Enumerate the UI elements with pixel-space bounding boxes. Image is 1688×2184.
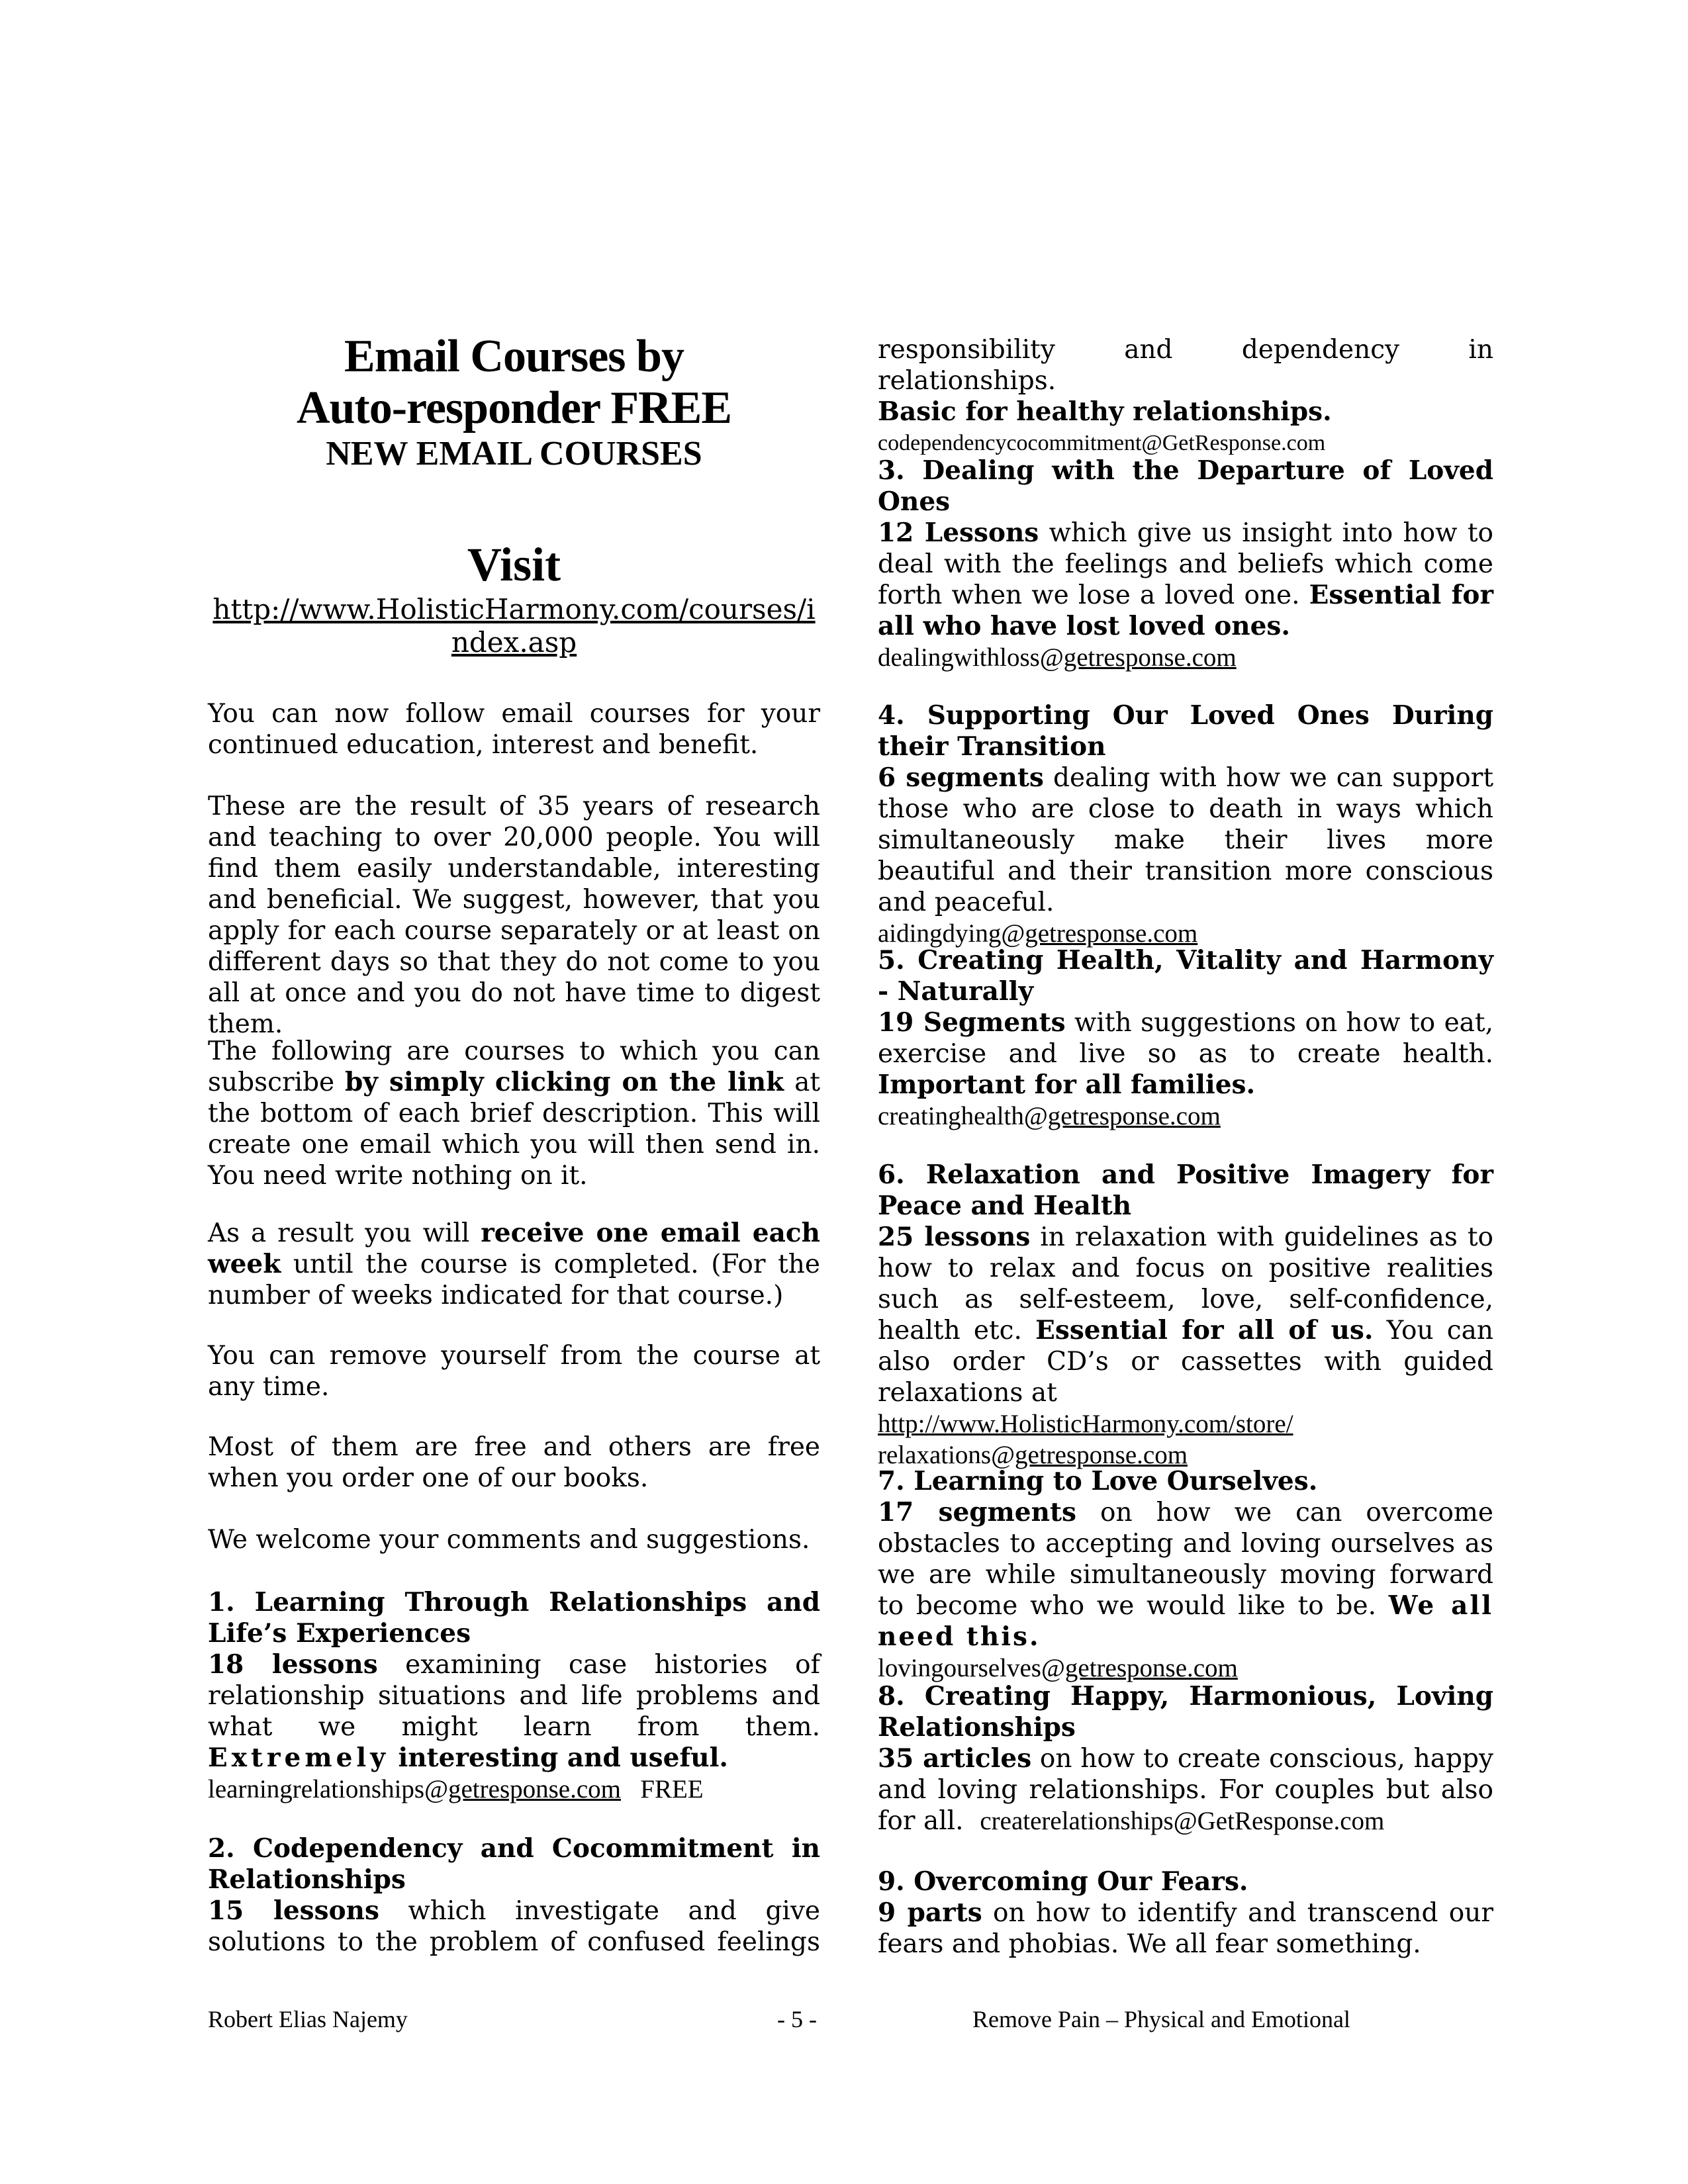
course-3 [878, 455, 1493, 673]
course-1-title: 1. Learning Through Relationships and Life’s Experiences [208, 1587, 820, 1649]
course-5-text: with suggestions on how to eat, exercise and live so as to create health. [878, 1008, 1493, 1069]
intro-p1: You can now follow email courses for your continued education, interest and benefit. [208, 699, 820, 760]
intro-paragraph-7 [208, 1524, 820, 1555]
course-1-count: 18 lessons [208, 1649, 378, 1680]
course-3-count: 12 Lessons [878, 518, 1039, 548]
course-5-count: 19 Segments [878, 1007, 1066, 1038]
page-title-line-1: Email Courses by [344, 331, 684, 382]
course-8-text: on how to create conscious, happy and loving relationships. For couples but also for all. [878, 1744, 1493, 1836]
course-1-email-user[interactable]: learningrelationships@ [208, 1775, 448, 1803]
intro-p4-start: As a result you will [208, 1218, 481, 1248]
course-1-email-domain[interactable]: getresponse.com [448, 1775, 622, 1803]
course-4-email-domain[interactable]: getresponse.com [1025, 919, 1198, 948]
course-1-emph: interesting and useful. [389, 1743, 728, 1773]
course-8-count: 35 articles [878, 1743, 1032, 1774]
intro-paragraph-4 [208, 1218, 820, 1311]
course-8 [878, 1681, 1493, 1837]
course-7-count: 17 segments [878, 1497, 1076, 1527]
intro-p4-end: until the course is completed. (For the number of weeks indicated for that course.) [208, 1250, 820, 1310]
course-2-count: 15 lessons [208, 1895, 379, 1926]
intro-p5: You can remove yourself from the course at any time. [208, 1341, 820, 1402]
intro-paragraph-1 [208, 698, 820, 760]
right-column [878, 0, 1493, 2184]
intro-p2: These are the result of 35 years of research and teaching to over 20,000 people. You will find them easily understandable, interesting and beneficial. We suggest, however, that you apply for each course separately or at least on different days so that they do not come to you all at once and you do not have time to digest them. [208, 792, 820, 1039]
course-8-title: 8. Creating Happy, Harmonious, Loving Relationships [878, 1681, 1493, 1743]
course-3-email-domain[interactable]: getresponse.com [1063, 643, 1237, 672]
course-6-title: 6. Relaxation and Positive Imagery for Peace and Health [878, 1160, 1493, 1221]
intro-p3-end: at the bottom of each brief description. This will create one email which you will then send in. You need write nothing on it. [208, 1068, 820, 1191]
intro-p6: Most of them are free and others are free when you order one of our books. [208, 1432, 820, 1493]
course-5-email-domain[interactable]: getresponse.com [1047, 1102, 1221, 1130]
left-column [208, 0, 820, 2184]
course-3-title: 3. Dealing with the Departure of Loved Ones [878, 455, 1493, 517]
course-2-title: 2. Codependency and Cocommitment in Relationships [208, 1833, 820, 1895]
course-4-title: 4. Supporting Our Loved Ones During their Transition [878, 700, 1493, 762]
visit-heading: Visit [467, 538, 561, 591]
course-2-text: which investigate and give solutions to the problem of confused feelings [208, 1896, 820, 1957]
course-7-email-user[interactable]: lovingourselves@ [878, 1654, 1065, 1682]
course-3-text: which give us insight into how to deal with the feelings and beliefs which come forth when we lose a loved one. [878, 518, 1494, 610]
course-2-continued: responsibility and dependency in relationships. Basic for healthy relationships. codependencycocommitment@GetResponse.com [878, 334, 1493, 459]
course-7-email-domain[interactable]: getresponse.com [1064, 1654, 1238, 1682]
footer-page-number: - 5 - [777, 2006, 817, 2032]
page-title-line-2: Auto-responder FREE [296, 383, 732, 433]
intro-p7: We welcome your comments and suggestions. [208, 1525, 810, 1555]
course-5 [878, 945, 1493, 1132]
course-4-text: dealing with how we can support those who are close to death in ways which simultaneously make their lives more beautiful and their transition more conscious and peaceful. [878, 763, 1493, 917]
intro-p4-bold: receive one email each week [208, 1218, 820, 1279]
course-6-text-2: You can also order CD’s or cassettes with guided relaxations at [878, 1316, 1494, 1408]
course-2-emph: Basic for healthy relationships. [878, 396, 1332, 427]
course-6-emph: Essential for all of us. [1035, 1315, 1374, 1345]
intro-paragraph-5 [208, 1340, 820, 1402]
title-block [208, 331, 820, 474]
course-4-count: 6 segments [878, 762, 1044, 793]
course-5-email-user[interactable]: creatinghealth@ [878, 1102, 1048, 1130]
footer-author: Robert Elias Najemy [208, 2006, 408, 2032]
course-4-email-user[interactable]: aidingdying@ [878, 919, 1025, 948]
course-7-title: 7. Learning to Love Ourselves. [878, 1466, 1318, 1496]
course-6-count: 25 lessons [878, 1222, 1031, 1252]
course-3-emph: Essential for all who have lost loved ones. [878, 580, 1493, 641]
page-footer [208, 2005, 1386, 2038]
course-6-email-domain[interactable]: getresponse.com [1015, 1441, 1188, 1469]
course-6-text: in relaxation with guidelines as to how to relax and focus on positive realities such as self-esteem, love, self-confidence, health etc. [878, 1222, 1493, 1345]
intro-p3-bold: by simply clicking on the link [345, 1067, 784, 1097]
course-9-text: on how to identify and transcend our fears and phobias. We all fear something. [878, 1898, 1493, 1959]
course-3-email-user[interactable]: dealingwithloss@ [878, 643, 1064, 672]
visit-url-link[interactable]: http://www.HolisticHarmony.com/courses/index.asp [212, 593, 816, 659]
course-8-email[interactable]: createrelationships@GetResponse.com [980, 1807, 1385, 1835]
intro-paragraph-3 [208, 1036, 820, 1191]
intro-paragraph-6 [208, 1432, 820, 1494]
page-subtitle: NEW EMAIL COURSES [326, 435, 702, 473]
course-1-text: examining case histories of relationship situations and life problems and what we might learn from them. [208, 1650, 820, 1742]
course-4 [878, 700, 1493, 949]
course-1-note: FREE [640, 1775, 704, 1803]
course-6-email-user[interactable]: relaxations@ [878, 1441, 1015, 1469]
course-9-count: 9 parts [878, 1897, 982, 1928]
course-7-text: on how we can overcome obstacles to accepting and loving ourselves as we are while simultaneously moving forward to become who we would like to be. [878, 1498, 1493, 1621]
course-7 [878, 1466, 1493, 1684]
course-7-emph: We all need this. [878, 1590, 1493, 1652]
course-9 [878, 1866, 1493, 1960]
visit-block [208, 536, 820, 659]
course-2-email[interactable]: codependencycocommitment@GetResponse.com [878, 431, 1326, 455]
course-5-emph: Important for all families. [878, 1069, 1256, 1100]
course-6-store-link[interactable]: http://www.HolisticHarmony.com/store/ [878, 1410, 1293, 1438]
intro-p3-start: The following are courses to which you can subscribe [208, 1036, 820, 1097]
course-9-title: 9. Overcoming Our Fears. [878, 1866, 1248, 1897]
course-1-emph-spaced: Extremely [208, 1743, 389, 1773]
intro-paragraph-2 [208, 791, 820, 1040]
course-6 [878, 1160, 1493, 1471]
footer-book-title: Remove Pain – Physical and Emotional [972, 2006, 1350, 2032]
course-1 [208, 1587, 820, 1805]
course-5-title: 5. Creating Health, Vitality and Harmony - Naturally [878, 945, 1493, 1007]
course-2 [208, 1833, 820, 1958]
